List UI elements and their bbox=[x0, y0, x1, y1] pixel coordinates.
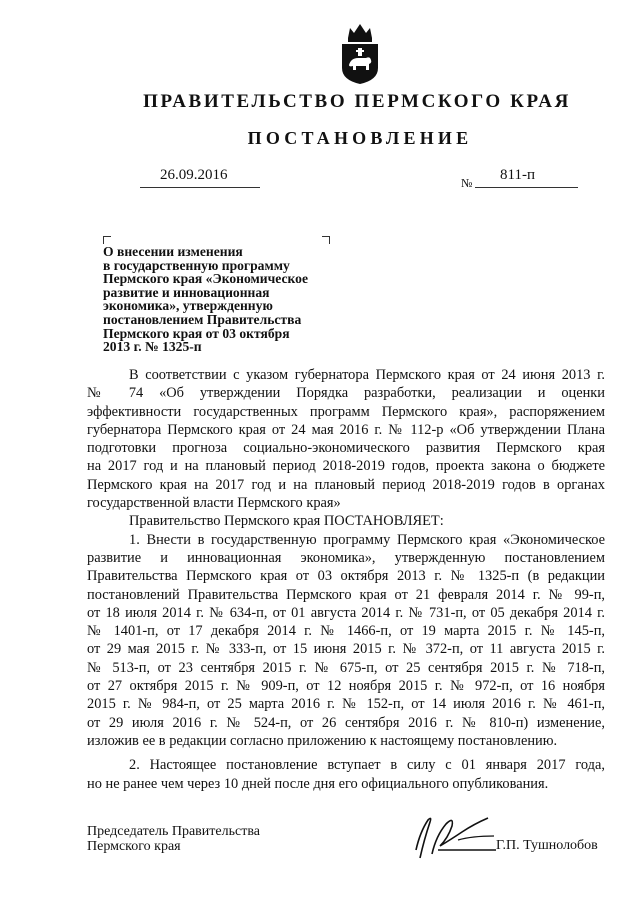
government-title: ПРАВИТЕЛЬСТВО ПЕРМСКОГО КРАЯ bbox=[143, 91, 571, 112]
body-line: от 29 июля 2016 г. № 524-п, от 26 сентября 2016 г. № 810-п) изменение, bbox=[87, 714, 605, 731]
body-line: № 513-п, от 23 сентября 2015 г. № 675-п, от 25 сентября 2015 г. № 718-п, bbox=[87, 659, 605, 676]
subject-line: Пермского края «Экономическое bbox=[103, 271, 308, 287]
subject-line: развитие и инновационная bbox=[103, 284, 270, 300]
subject-line: в государственную программу bbox=[103, 257, 290, 273]
subject-line: постановлением Правительства bbox=[103, 311, 302, 327]
coat-of-arms-icon bbox=[336, 20, 384, 86]
body-line: № 1401-п, от 17 декабря 2014 г. № 1466-п, от 19 марта 2015 г. № 145-п, bbox=[87, 623, 605, 640]
body-line: Правительства Пермского края от 03 октября 2013 г. № 1325-п (в редакции bbox=[87, 568, 605, 585]
body-line: подготовки прогноза социально-экономического развития Пермского края bbox=[87, 440, 605, 457]
body-line: развитие и инновационная экономика», утвержденную постановлением bbox=[87, 549, 605, 566]
subject-line: 2013 г. № 1325-п bbox=[103, 339, 202, 355]
signer-position-line: Пермского края bbox=[87, 839, 181, 854]
body-line: эффективности государственных программ Пермского края», распоряжением bbox=[87, 403, 605, 420]
body-line: постановлений Правительства Пермского края от 21 февраля 2014 г. № 99-п, bbox=[87, 586, 605, 603]
body-line: от 29 мая 2015 г. № 333-п, от 15 июня 2015 г. № 372-п, от 11 августа 2015 г. bbox=[87, 641, 605, 658]
signer-name: Г.П. Тушнолобов bbox=[496, 838, 598, 853]
subject-line: О внесении изменения bbox=[103, 244, 243, 259]
document-date: 26.09.2016 bbox=[160, 167, 228, 183]
body-line: государственной власти Пермского края» bbox=[87, 495, 341, 512]
number-underline bbox=[475, 187, 578, 188]
body-line: 1. Внести в государственную программу Пермского края «Экономическое bbox=[129, 531, 605, 548]
document-body bbox=[87, 366, 605, 793]
body-line: В соответствии с указом губернатора Пермского края от 24 июня 2013 г. bbox=[129, 367, 605, 383]
document-number: 811-п bbox=[500, 167, 535, 183]
document-subject bbox=[103, 245, 343, 354]
body-line: Пермского края на 2017 год и на плановый период 2018-2019 годов в органах bbox=[87, 476, 605, 493]
body-line: от 27 октября 2015 г. № 909-п, от 12 ноября 2015 г. № 972-п, от 16 ноября bbox=[87, 678, 605, 695]
number-sign: № bbox=[461, 176, 473, 190]
body-line: 2. Настоящее постановление вступает в силу с 01 января 2017 года, bbox=[129, 757, 605, 774]
body-line: № 74 «Об утверждении Порядка разработки, реализации и оценки bbox=[87, 385, 605, 402]
subject-corner-left bbox=[103, 236, 111, 244]
body-line: губернатора Пермского края от 24 мая 2016 г. № 112-р «Об утверждении Плана bbox=[87, 421, 605, 438]
date-underline bbox=[140, 187, 260, 188]
signer-position bbox=[87, 824, 260, 854]
body-line: на 2017 год и на плановый период 2018-2019 годов, проекта закона о бюджете bbox=[87, 458, 605, 475]
subject-line: Пермского края от 03 октября bbox=[103, 325, 290, 341]
handwritten-signature-icon bbox=[402, 810, 502, 862]
body-line: 2015 г. № 984-п, от 25 марта 2016 г. № 152-п, от 14 июля 2016 г. № 461-п, bbox=[87, 696, 605, 713]
body-line: от 18 июля 2014 г. № 634-п, от 01 августа 2014 г. № 731-п, от 05 декабря 2014 г. bbox=[87, 604, 605, 621]
signer-position-line: Председатель Правительства bbox=[87, 824, 260, 839]
subject-corner-right bbox=[322, 236, 330, 244]
document-type: ПОСТАНОВЛЕНИЕ bbox=[247, 128, 473, 148]
body-line: Правительство Пермского края ПОСТАНОВЛЯЕТ: bbox=[129, 513, 444, 530]
subject-line: экономика», утвержденную bbox=[103, 298, 273, 314]
body-line: но не ранее чем через 10 дней после дня его официального опубликования. bbox=[87, 775, 549, 792]
body-line: изложив ее в редакции согласно приложению к настоящему постановлению. bbox=[87, 732, 558, 749]
